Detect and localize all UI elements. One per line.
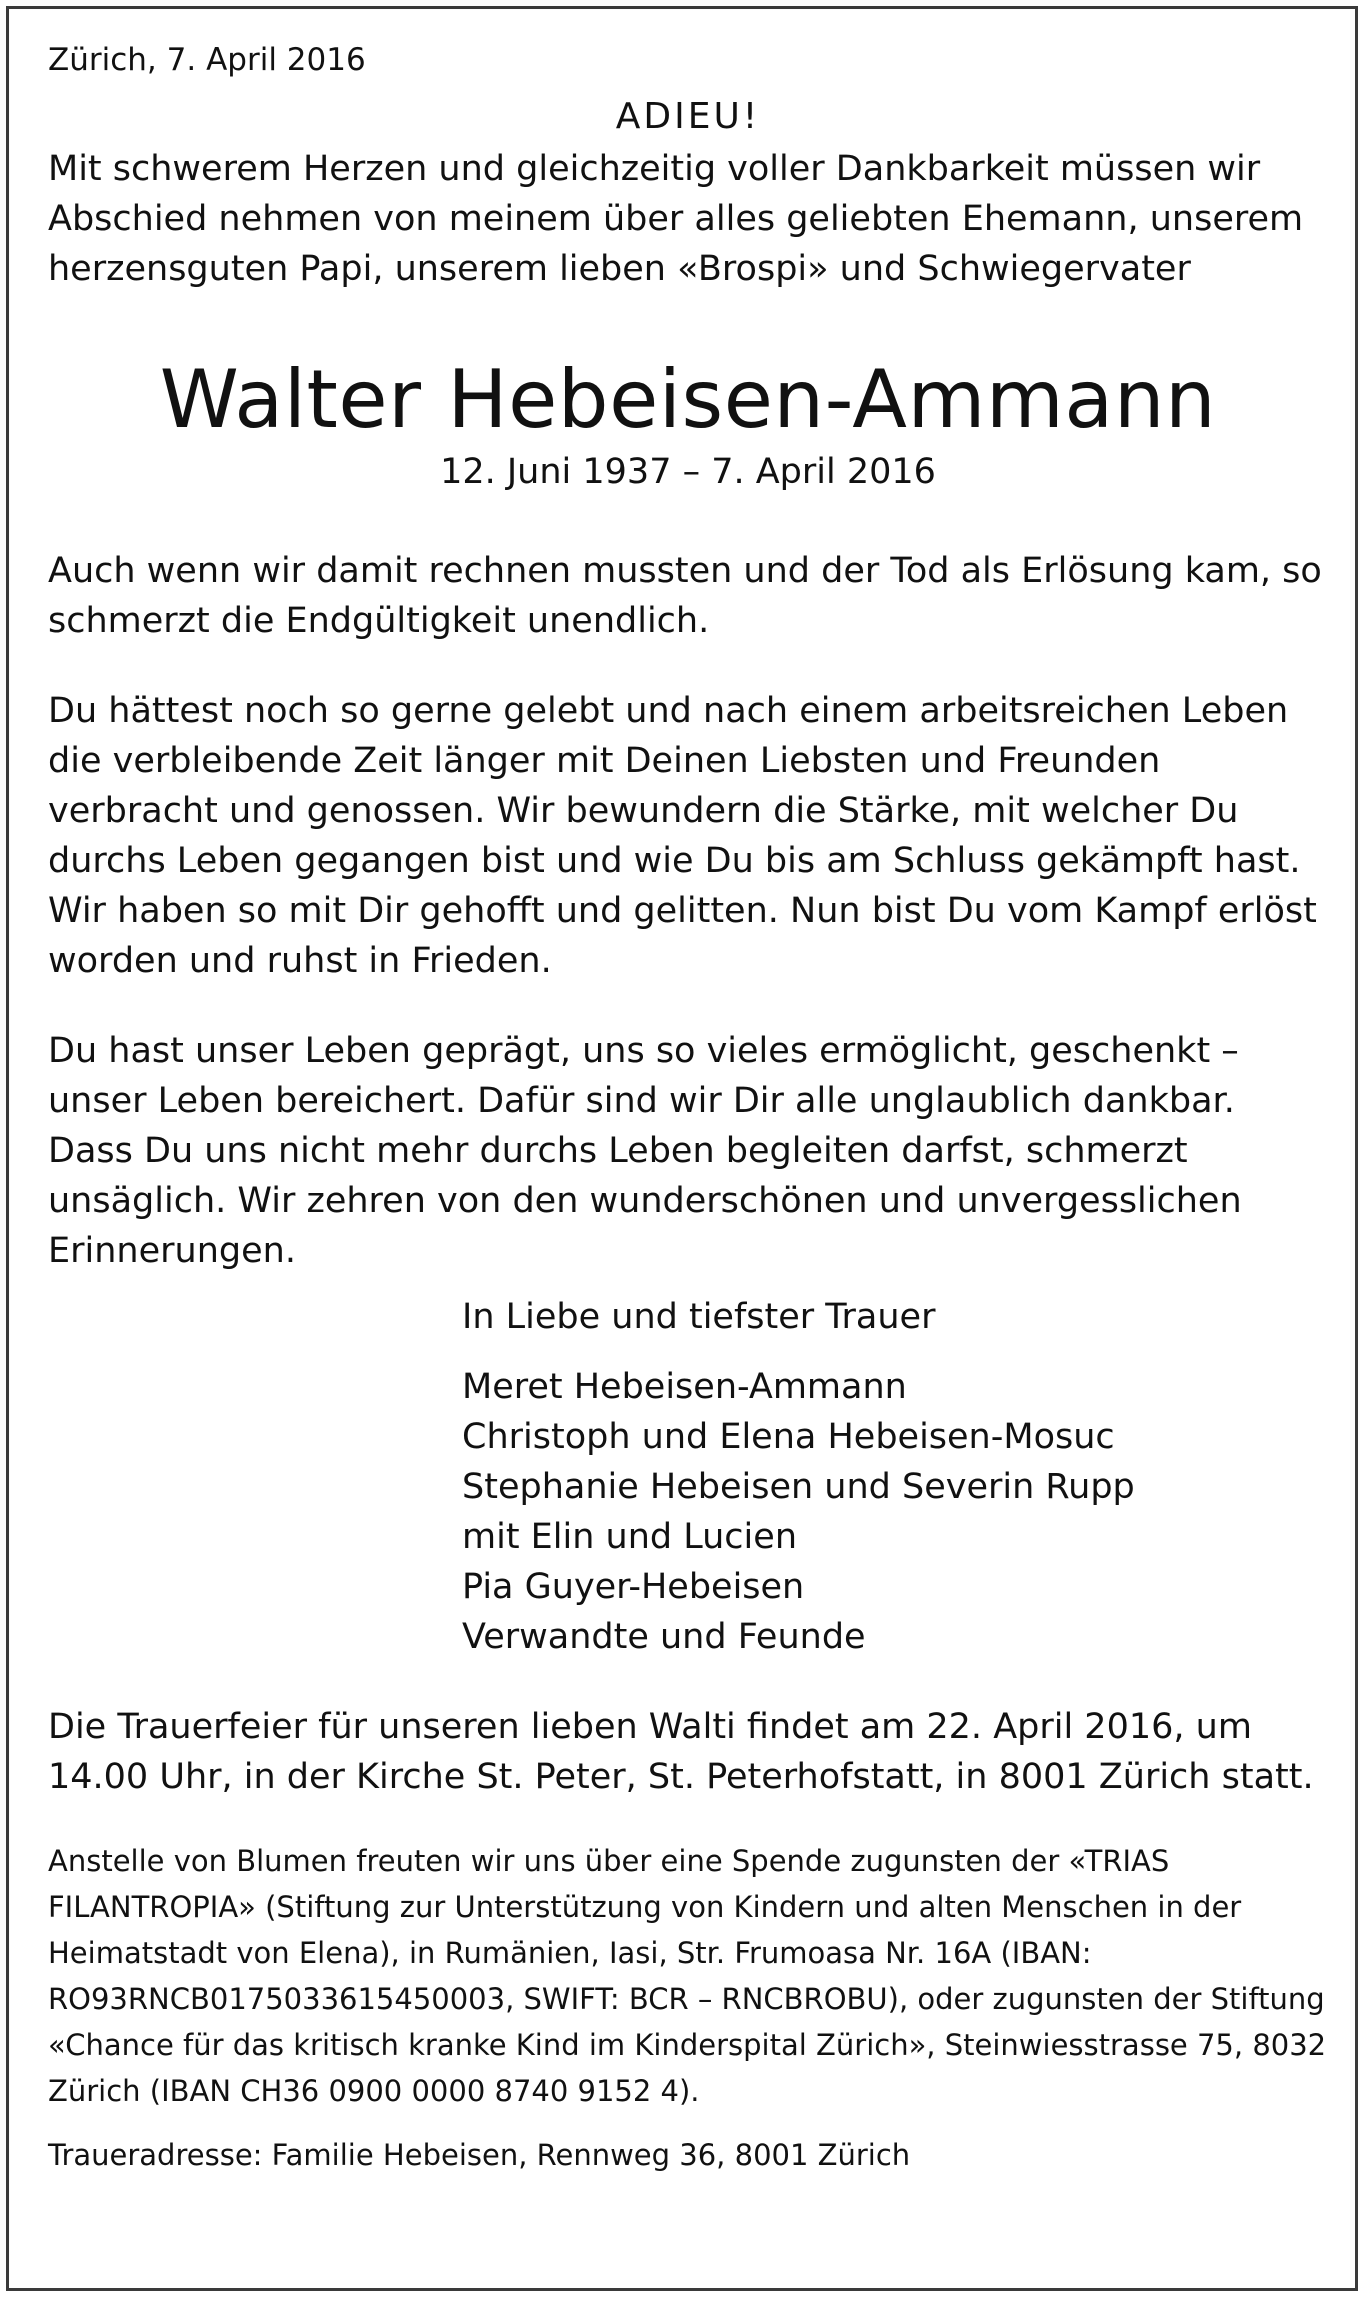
paragraph-2: Du hättest noch so gerne gelebt und nach einem arbeitsreichen Leben die verbleibende Zeit länger mit Deinen Liebsten und Freunden verbracht und genossen. Wir bewundern die Stärke, mit welcher Du durchs Leben gegangen bist und wie Du bis am Schluss gekämpft hast. Wir haben so mit Dir gehofft und gelitten. Nun bist Du vom Kampf erlöst worden und ruhst in Frieden. (48, 691, 1317, 981)
life-dates: 12. Juni 1937 – 7. April 2016 (440, 452, 936, 492)
mourner-item: Pia Guyer-Hebeisen (462, 1567, 805, 1607)
deceased-name: Walter Hebeisen-Ammann (159, 353, 1217, 446)
mourner-item: Meret Hebeisen-Ammann (462, 1367, 907, 1407)
mourner-item: Christoph und Elena Hebeisen-Mosuc (462, 1417, 1115, 1457)
mourner-item: mit Elin und Lucien (462, 1517, 797, 1557)
farewell-heading: ADIEU! (615, 96, 761, 137)
paragraph-1: Auch wenn wir damit rechnen mussten und der Tod als Erlösung kam, so schmerzt die Endgültigkeit unendlich. (48, 551, 1322, 641)
mourner-item: Verwandte und Feunde (462, 1617, 866, 1657)
mourner-item: Stephanie Hebeisen und Severin Rupp (462, 1467, 1135, 1507)
paragraph-3: Du hast unser Leben geprägt, uns so vieles ermöglicht, geschenkt – unser Leben bereichert. Dafür sind wir Dir alle unglaublich dankbar. Dass Du uns nicht mehr durchs Leben begleiten darfst, schmerzt unsäglich. Wir zehren von den wunderschönen und unvergesslichen Erinnerungen. (48, 1031, 1242, 1271)
mourning-address: Traueradresse: Familie Hebeisen, Rennweg 36, 8001 Zürich (48, 2138, 911, 2172)
obituary-notice (48, 36, 1328, 2178)
ceremony-info: Die Trauerfeier für unseren lieben Walti findet am 22. April 2016, um 14.00 Uhr, in der Kirche St. Peter, St. Peterhofstatt, in 8001 Zürich statt. (48, 1707, 1314, 1797)
intro-paragraph: Mit schwerem Herzen und gleichzeitig voller Dankbarkeit müssen wir Abschied nehmen von meinem über alles geliebten Ehemann, unserem herzensguten Papi, unserem lieben «Brospi» und Schwiegervater (48, 149, 1304, 289)
place-date: Zürich, 7. April 2016 (48, 42, 366, 78)
signoff-block (462, 1292, 1328, 1662)
mourners-list (462, 1362, 1328, 1662)
donation-info: Anstelle von Blumen freuten wir uns über eine Spende zugunsten der «TRIAS FILANTROPIA» (Stiftung zur Unterstützung von Kindern und alten Menschen in der Heimatstadt von Elena), in Rumänien, Iasi, Str. Frumoasa Nr. 16A (IBAN: RO93RNCB0175033615450003, SWIFT: BCR – RNCBROBU), oder zugunsten der Stiftung «Chance für das kritisch kranke Kind im Kinderspital Zürich», Steinwiesstrasse 75, 8032 Zürich (IBAN CH36 0900 0000 8740 9152 4). (48, 1844, 1327, 2108)
signoff-line: In Liebe und tiefster Trauer (462, 1297, 936, 1337)
